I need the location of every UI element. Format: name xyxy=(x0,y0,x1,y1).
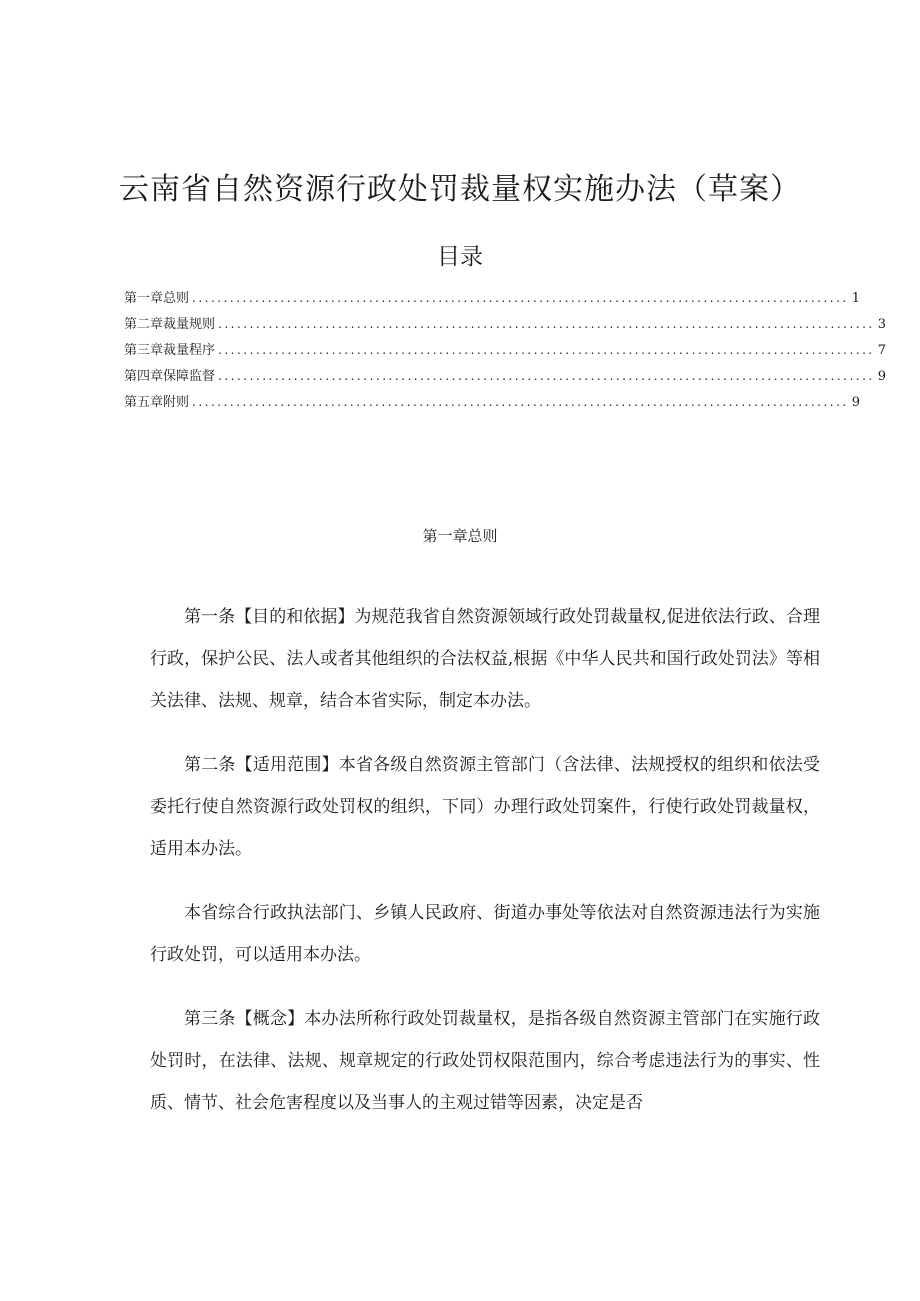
toc-entry-page: 3 xyxy=(877,317,886,332)
article-1-paragraph: 第一条【目的和依据】为规范我省自然资源领域行政处罚裁量权,促进依法行政、合理行政，保护公民、法人或者其他组织的合法权益,根据《中华人民共和国行政处罚法》等相关法律、法规、规章，结合本省实际，制定本办法。 xyxy=(150,607,820,711)
toc-entry-chapter-2[interactable] xyxy=(124,314,886,340)
toc-entry-label: 第三章裁量程序 xyxy=(124,343,216,358)
table-of-contents xyxy=(124,288,886,418)
article-2-supplement-paragraph: 本省综合行政执法部门、乡镇人民政府、街道办事处等依法对自然资源违法行为实施行政处罚，可以适用本办法。 xyxy=(150,903,820,965)
document-title: 云南省自然资源行政处罚裁量权实施办法（草案） xyxy=(119,172,801,207)
article-3-paragraph: 第三条【概念】本办法所称行政处罚裁量权，是指各级自然资源主管部门在实施行政处罚时，在法律、法规、规章规定的行政处罚权限范围内，综合考虑违法行为的事实、性质、情节、社会危害程度以及当事人的主观过错等因素，决定是否 xyxy=(150,1009,820,1113)
toc-leader-dots: ........................................................................................................ xyxy=(192,395,849,409)
article-2-paragraph: 第二条【适用范围】本省各级自然资源主管部门（含法律、法规授权的组织和依法受委托行使自然资源行政处罚权的组织，下同）办理行政处罚案件，行使行政处罚裁量权，适用本办法。 xyxy=(150,755,820,859)
toc-entry-label: 第四章保障监督 xyxy=(124,369,216,384)
toc-entry-page: 7 xyxy=(877,343,886,358)
toc-leader-dots: ........................................................................................................ xyxy=(192,291,849,305)
toc-leader-dots: ........................................................................................................ xyxy=(218,343,875,357)
toc-entry-label: 第一章总则 xyxy=(124,291,190,306)
chapter-heading: 第一章总则 xyxy=(422,527,498,545)
toc-entry-label: 第二章裁量规则 xyxy=(124,317,216,332)
toc-heading: 目录 xyxy=(437,244,483,270)
toc-entry-label: 第五章附则 xyxy=(124,395,190,410)
toc-entry-chapter-4[interactable] xyxy=(124,366,886,392)
toc-entry-chapter-3[interactable] xyxy=(124,340,886,366)
toc-entry-chapter-1[interactable] xyxy=(124,288,860,314)
toc-leader-dots: ........................................................................................................ xyxy=(218,317,875,331)
toc-entry-page: 9 xyxy=(851,395,860,410)
toc-entry-chapter-5[interactable] xyxy=(124,392,860,418)
toc-entry-page: 9 xyxy=(877,369,886,384)
body-text xyxy=(150,596,820,1146)
toc-leader-dots: ........................................................................................................ xyxy=(218,369,875,383)
toc-entry-page: 1 xyxy=(851,291,860,306)
